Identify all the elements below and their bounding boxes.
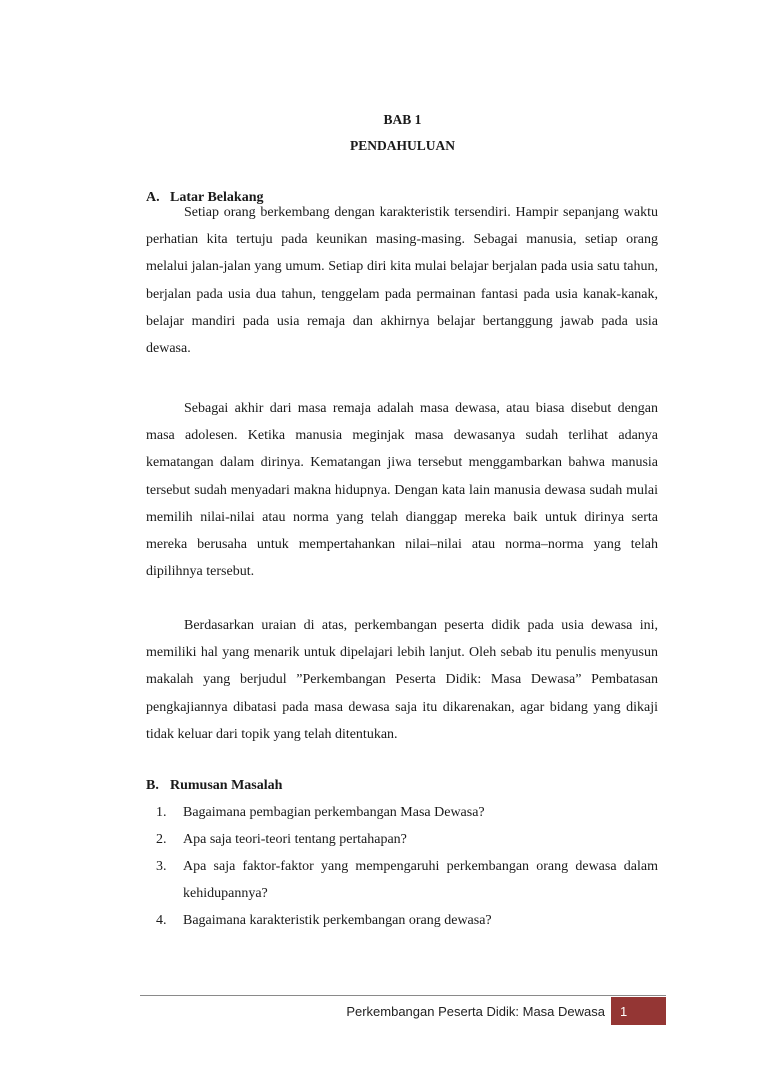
section-b-heading	[146, 778, 282, 794]
list-item	[156, 907, 658, 934]
list-item-text: Bagaimana karakteristik perkembangan orang dewasa?	[183, 913, 492, 928]
page-number-box	[611, 997, 666, 1025]
list-item-number: 4.	[156, 913, 167, 928]
list-item-number: 3.	[156, 859, 167, 874]
list-item-text: Bagaimana pembagian perkembangan Masa Dewasa?	[183, 805, 485, 820]
list-item-text: Apa saja faktor-faktor yang mempengaruhi perkembangan orang dewasa dalam kehidupannya?	[183, 859, 658, 901]
footer-divider	[140, 995, 666, 996]
problem-list	[156, 799, 658, 934]
paragraph-2: Sebagai akhir dari masa remaja adalah masa dewasa, atau biasa disebut dengan masa adolesen. Ketika manusia meginjak masa dewasanya sudah terlihat adanya kematangan dalam dirinya. Kematangan jiwa tersebut menggambarkan bahwa manusia tersebut sudah menyadari makna hidupnya. Dengan kata lain manusia dewasa sudah mulai memilih nilai-nilai atau norma yang telah dianggap mereka baik untuk dirinya serta mereka berusaha untuk mempertahankan nilai–nilai atau norma–norma yang telah dipilihnya tersebut.	[146, 401, 658, 580]
section-b-letter: B.	[146, 778, 159, 793]
list-item-number: 1.	[156, 805, 167, 820]
paragraph-1: Setiap orang berkembang dengan karakteristik tersendiri. Hampir sepanjang waktu perhatian kita tertuju pada keunikan masing-masing. Sebagai manusia, setiap orang melalui jalan-jalan yang umum. Setiap diri kita mulai belajar berjalan pada usia satu tahun, berjalan pada usia dua tahun, tenggelam pada permainan fantasi pada usia kanak-kanak, belajar mandiri pada usia remaja dan akhirnya belajar bertanggung jawab pada usia dewasa.	[146, 205, 658, 357]
page-number: 1	[620, 1004, 628, 1019]
footer-running-title: Perkembangan Peserta Didik: Masa Dewasa	[346, 1004, 605, 1019]
list-item	[156, 826, 658, 853]
section-a-letter: A.	[146, 190, 160, 205]
section-a-title: Latar Belakang	[170, 190, 264, 205]
chapter-title: PENDAHULUAN	[349, 138, 455, 153]
list-item	[156, 853, 658, 907]
list-item-text: Apa saja teori-teori tentang pertahapan?	[183, 832, 407, 847]
list-item-number: 2.	[156, 832, 167, 847]
section-b-title: Rumusan Masalah	[170, 778, 283, 793]
list-item	[156, 799, 658, 826]
paragraph-3: Berdasarkan uraian di atas, perkembangan peserta didik pada usia dewasa ini, memiliki hal yang menarik untuk dipelajari lebih lanjut. Oleh sebab itu penulis menyusun makalah yang berjudul ”Perkembangan Peserta Didik: Masa Dewasa” Pembatasan pengkajiannya dibatasi pada masa dewasa saja itu dikarenakan, agar bidang yang dikaji tidak keluar dari topik yang telah ditentukan.	[146, 618, 658, 742]
chapter-label: BAB 1	[383, 112, 422, 127]
